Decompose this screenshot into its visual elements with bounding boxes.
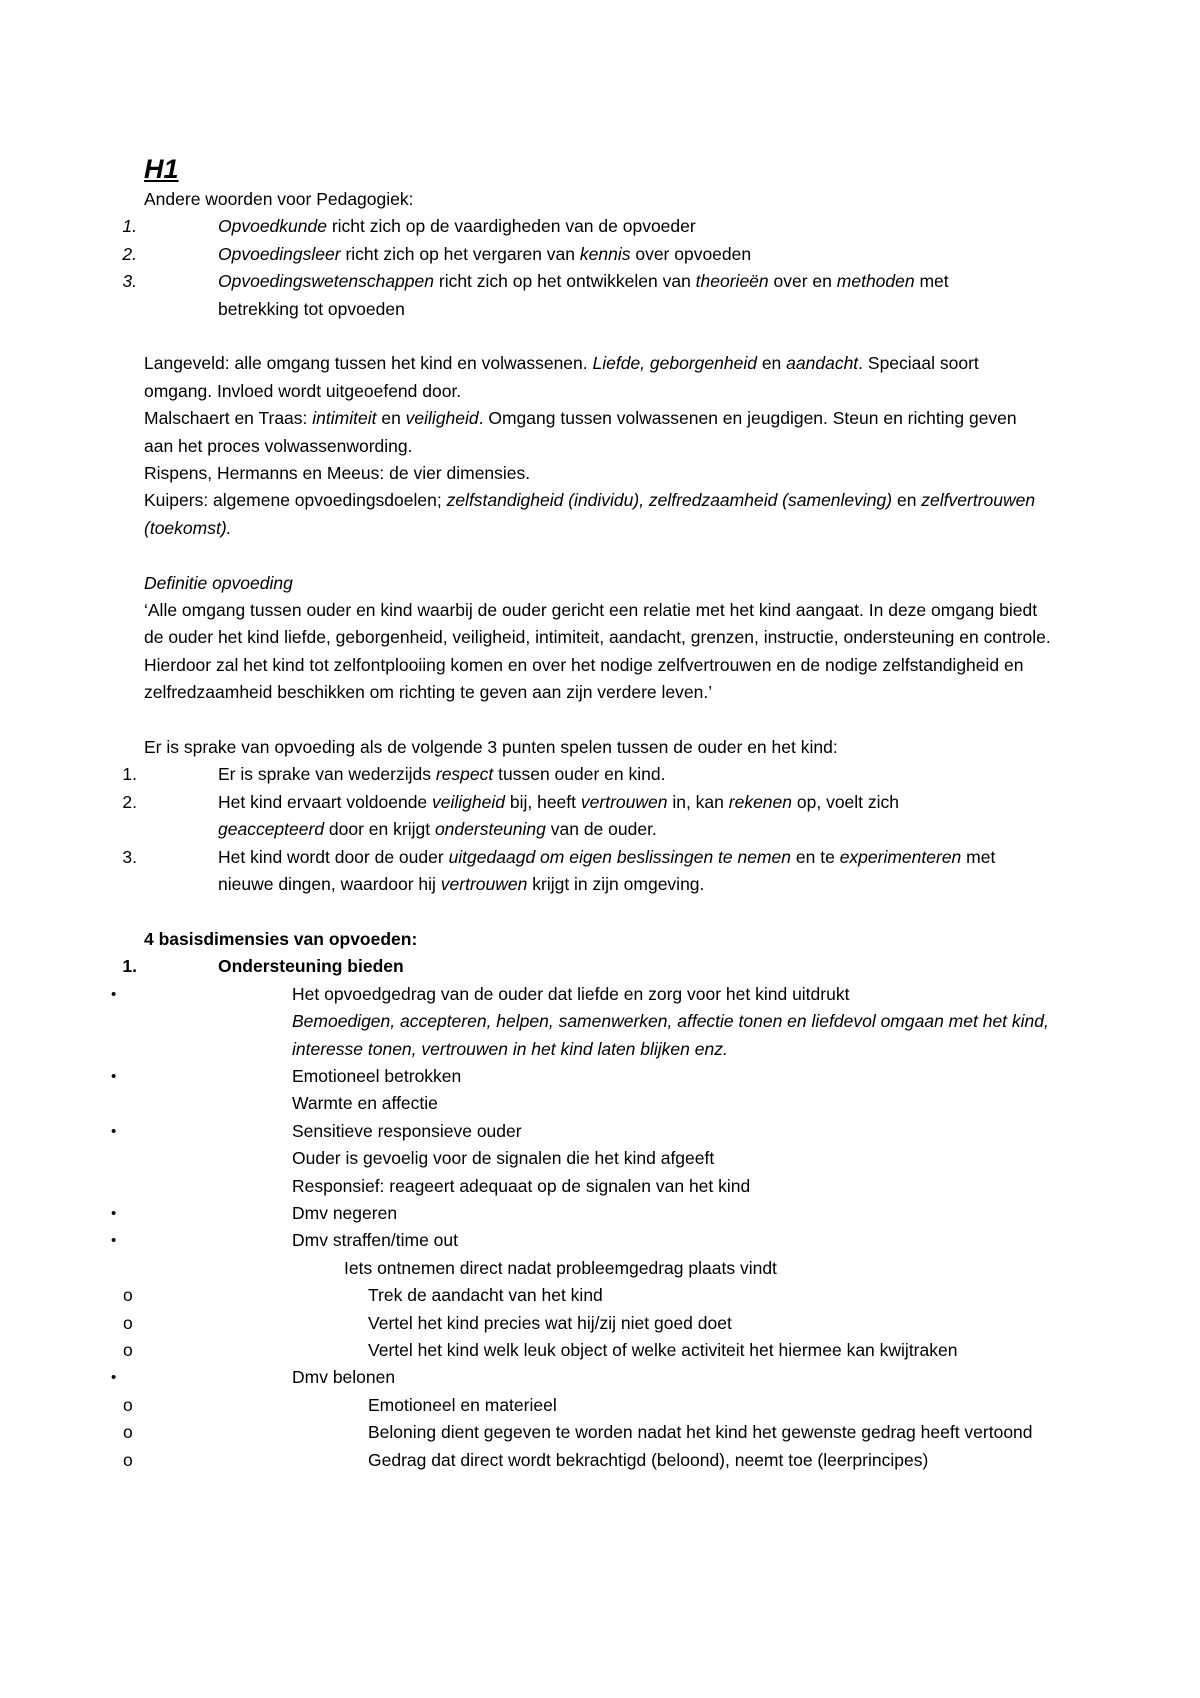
list-item: 1. Ondersteuning bieden bbox=[144, 953, 1044, 980]
sub-bullet-icon: o bbox=[123, 1340, 133, 1360]
definition-heading: Definitie opvoeding bbox=[144, 572, 293, 593]
bullet-icon: • bbox=[111, 985, 117, 1003]
list-number: 2. bbox=[122, 243, 137, 264]
bullet-item: • Emotioneel betrokken Warmte en affectie bbox=[144, 1063, 1044, 1118]
list-number: 3. bbox=[122, 846, 137, 867]
list-item: 1. Opvoedkunde richt zich op de vaardigheden van de opvoeder bbox=[144, 213, 1044, 240]
sub-bullet-item: o Vertel het kind precies wat hij/zij niet goed doet bbox=[144, 1310, 1044, 1337]
bullet-icon: • bbox=[111, 1369, 117, 1387]
bullet-item: • Dmv belonen bbox=[144, 1364, 1044, 1391]
sub-bullet-icon: o bbox=[123, 1285, 133, 1306]
sub-bullet-item: o Gedrag dat direct wordt bekrachtigd (beloond), neemt toe (leerprincipes) bbox=[144, 1447, 1044, 1474]
list-item: 1. Er is sprake van wederzijds respect tussen ouder en kind. bbox=[144, 761, 1044, 788]
rispens-paragraph: Rispens, Hermanns en Meeus: de vier dimensies. bbox=[144, 463, 531, 484]
straffen-text: Iets ontnemen direct nadat probleemgedrag plaats vindt bbox=[344, 1257, 777, 1278]
conditions-heading: Er is sprake van opvoeding als de volgende 3 punten spelen tussen de ouder en het kind: bbox=[144, 737, 838, 758]
sub-bullet-icon: o bbox=[123, 1449, 133, 1470]
list-item: 2. Het kind ervaart voldoende veiligheid bij, heeft vertrouwen in, kan rekenen op, voelt zich geaccepteerd door en krijgt ondersteuning van de ouder. bbox=[144, 789, 998, 844]
list-item: 3. Opvoedingswetenschappen richt zich op het ontwikkelen van theorieën over en methoden met betrekking tot opvoeden bbox=[144, 268, 998, 323]
bullet-icon: • bbox=[111, 1204, 117, 1222]
bullet-item: • Dmv negeren bbox=[144, 1200, 1044, 1227]
list-number: 1. bbox=[122, 956, 137, 977]
sub-bullet-icon: o bbox=[123, 1422, 133, 1443]
kuipers-paragraph: Kuipers: algemene opvoedingsdoelen; zelfstandigheid (individu), zelfredzaamheid (samenleving) en zelfvertrouwen (toekomst). bbox=[144, 490, 1036, 538]
list-number: 1. bbox=[122, 216, 137, 237]
sub-bullet-item: o Beloning dient gegeven te worden nadat het kind het gewenste gedrag heeft vertoond bbox=[144, 1419, 1048, 1446]
bullet-item: • Sensitieve responsieve ouder Ouder is gevoelig voor de signalen die het kind afgeeft Responsief: reageert adequaat op de signalen van het kind bbox=[144, 1118, 1044, 1200]
list-number: 2. bbox=[122, 791, 137, 812]
sub-bullet-icon: o bbox=[123, 1394, 133, 1415]
list-item: 3. Het kind wordt door de ouder uitgedaagd om eigen beslissingen te nemen en te experimenteren met nieuwe dingen, waardoor hij vertrouwen krijgt in zijn omgeving. bbox=[144, 844, 998, 899]
bullet-item: • Dmv straffen/time out bbox=[144, 1227, 1044, 1254]
bullet-item: • Het opvoedgedrag van de ouder dat liefde en zorg voor het kind uitdrukt Bemoedigen, accepteren, helpen, samenwerken, affectie tonen en liefdevol omgaan met het kind, interesse tonen, vertrouwen in het kind laten blijken enz. bbox=[144, 981, 1052, 1063]
malschaert-paragraph: Malschaert en Traas: intimiteit en veiligheid. Omgang tussen volwassenen en jeugdigen. Steun en richting geven aan het proces volwassenwording. bbox=[144, 408, 1017, 456]
bullet-icon: • bbox=[111, 1232, 117, 1250]
sub-bullet-item: o Emotioneel en materieel bbox=[144, 1392, 1044, 1419]
list-number: 1. bbox=[122, 764, 137, 785]
sub-bullet-item: o Trek de aandacht van het kind bbox=[144, 1282, 1044, 1309]
bullet-icon: • bbox=[111, 1067, 117, 1085]
langeveld-paragraph: Langeveld: alle omgang tussen het kind en volwassenen. Liefde, geborgenheid en aandacht. Speciaal soort omgang. Invloed wordt uitgeoefend door. bbox=[144, 353, 979, 401]
sub-bullet-item: o Vertel het kind welk leuk object of welke activiteit het hiermee kan kwijtraken bbox=[144, 1337, 1008, 1364]
pedagogiek-section bbox=[111, 186, 1051, 1474]
dimensions-heading: 4 basisdimensies van opvoeden: bbox=[144, 928, 418, 949]
list-number: 3. bbox=[122, 271, 137, 292]
page-title: H1 bbox=[144, 154, 179, 184]
list-item: 2. Opvoedingsleer richt zich op het vergaren van kennis over opvoeden bbox=[144, 241, 1044, 268]
intro-heading: Andere woorden voor Pedagogiek: bbox=[144, 189, 414, 209]
definition-text: ‘Alle omgang tussen ouder en kind waarbij de ouder gericht een relatie met het kind aangaat. In deze omgang biedt de ouder het kind liefde, geborgenheid, veiligheid, intimiteit, aandacht, grenzen, instructie, ondersteuning en controle. Hierdoor zal het kind tot zelfontplooiing komen en over het nodige zelfvertrouwen en de nodige zelfstandigheid en zelfredzaamheid beschikken om richting te geven aan zijn verdere leven.’ bbox=[144, 600, 1051, 703]
sub-bullet-icon: o bbox=[123, 1312, 133, 1333]
bullet-icon: • bbox=[111, 1122, 117, 1140]
